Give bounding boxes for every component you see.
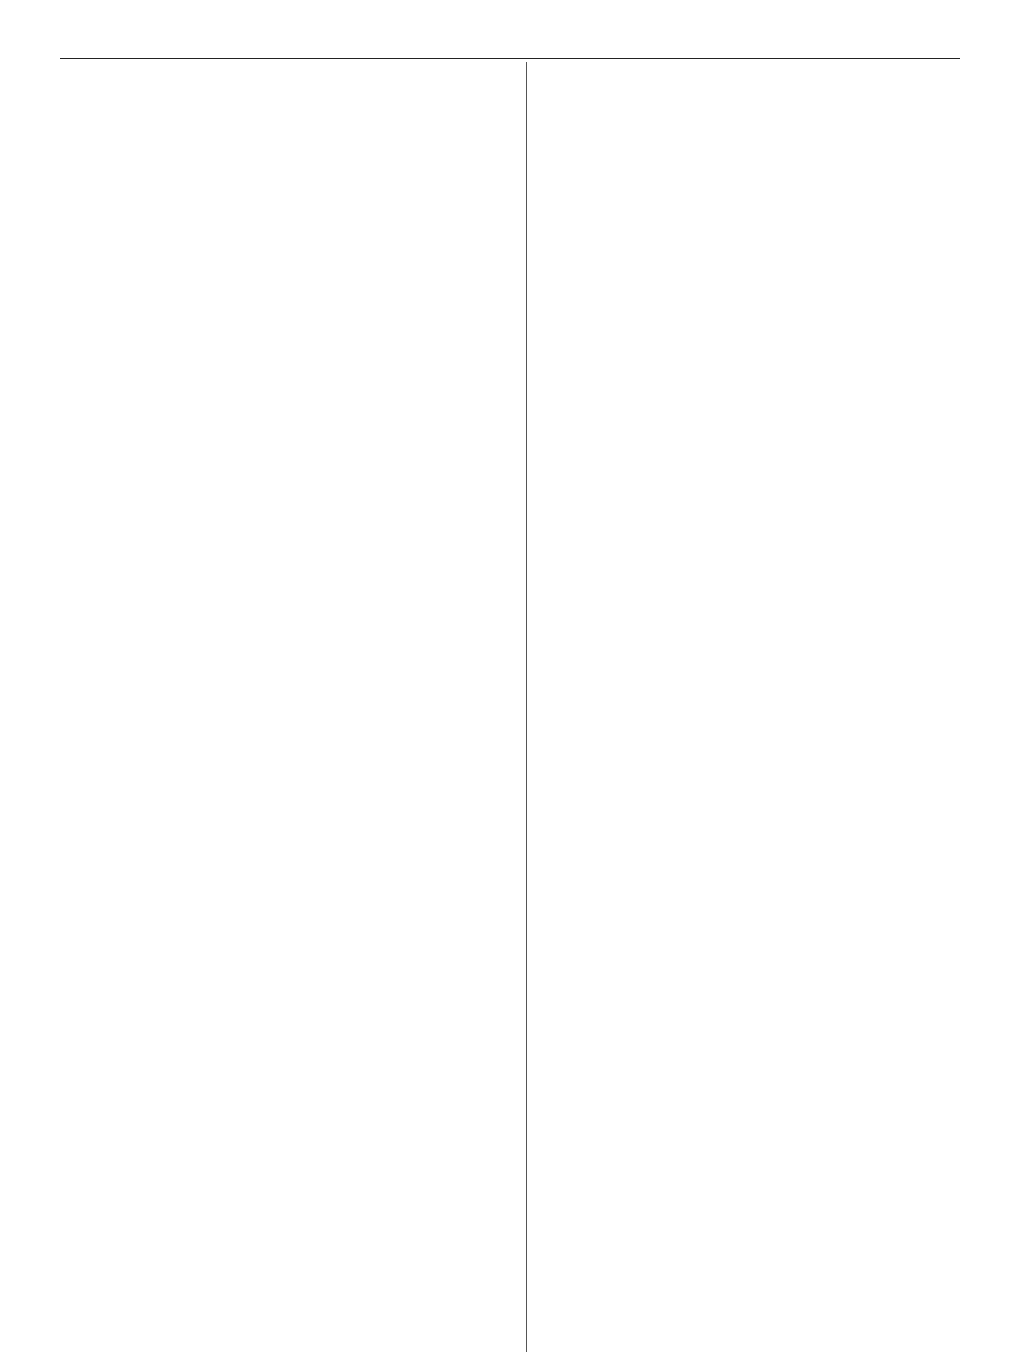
header-rule <box>60 58 960 59</box>
right-column <box>536 78 968 224</box>
left-column <box>68 94 518 298</box>
column-divider <box>526 62 527 1352</box>
